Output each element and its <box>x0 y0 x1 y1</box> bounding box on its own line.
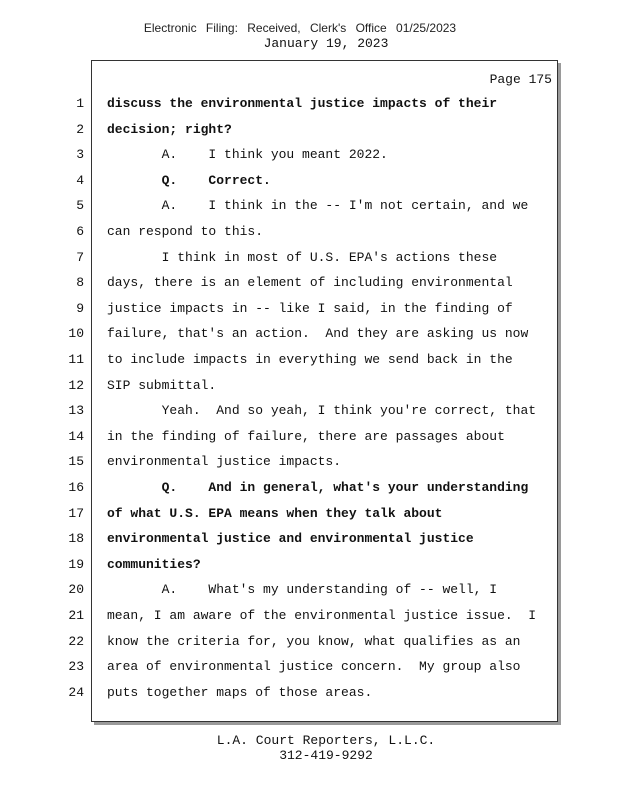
line-number: 1 <box>76 96 84 111</box>
transcript-line: of what U.S. EPA means when they talk about <box>107 506 443 521</box>
transcript-line: Q. Correct. <box>107 173 271 188</box>
transcript-line: discuss the environmental justice impacts of their <box>107 96 498 111</box>
transcript-line: SIP submittal. <box>107 378 217 393</box>
line-number: 23 <box>68 659 84 674</box>
line-number: 12 <box>68 378 84 393</box>
line-number: 20 <box>68 582 84 597</box>
line-number: 11 <box>68 352 84 367</box>
transcript-line: mean, I am aware of the environmental justice issue. I <box>107 608 537 623</box>
transcript-line: justice impacts in -- like I said, in the finding of <box>107 301 513 316</box>
line-number: 7 <box>76 250 84 265</box>
transcript-line: Q. And in general, what's your understanding <box>107 480 529 495</box>
transcript-line: area of environmental justice concern. My group also <box>107 659 521 674</box>
deposition-date: January 19, 2023 <box>263 36 389 51</box>
footer-company: L.A. Court Reporters, L.L.C. <box>216 733 436 748</box>
line-number: 22 <box>68 634 84 649</box>
transcript-line: failure, that's an action. And they are asking us now <box>107 326 529 341</box>
filing-stamp: Electronic Filing: Received, Clerk's Office 01/25/2023 <box>143 21 457 35</box>
line-number: 24 <box>68 685 84 700</box>
line-number: 14 <box>68 429 84 444</box>
line-number: 16 <box>68 480 84 495</box>
footer-phone: 312-419-9292 <box>279 748 373 763</box>
transcript-line: in the finding of failure, there are passages about <box>107 429 505 444</box>
transcript-line: decision; right? <box>107 122 232 137</box>
transcript-line: environmental justice impacts. <box>107 454 342 469</box>
line-number: 8 <box>76 275 84 290</box>
line-number: 4 <box>76 173 84 188</box>
line-number: 9 <box>76 301 84 316</box>
transcript-line: communities? <box>107 557 201 572</box>
line-number: 21 <box>68 608 84 623</box>
transcript-line: days, there is an element of including environmental <box>107 275 513 290</box>
transcript-line: can respond to this. <box>107 224 264 239</box>
transcript-line: A. I think in the -- I'm not certain, and we <box>107 198 529 213</box>
line-number: 13 <box>68 403 84 418</box>
line-number: 17 <box>68 506 84 521</box>
line-number: 19 <box>68 557 84 572</box>
line-number: 18 <box>68 531 84 546</box>
transcript-line: Yeah. And so yeah, I think you're correct, that <box>107 403 537 418</box>
line-number: 5 <box>76 198 84 213</box>
transcript-line: I think in most of U.S. EPA's actions these <box>107 250 498 265</box>
transcript-line: A. I think you meant 2022. <box>107 147 388 162</box>
line-number: 3 <box>76 147 84 162</box>
transcript-line: puts together maps of those areas. <box>107 685 373 700</box>
line-number: 2 <box>76 122 84 137</box>
line-number: 15 <box>68 454 84 469</box>
transcript-line: know the criteria for, you know, what qualifies as an <box>107 634 521 649</box>
transcript-line: A. What's my understanding of -- well, I <box>107 582 498 597</box>
line-number: 6 <box>76 224 84 239</box>
transcript-line: to include impacts in everything we send back in the <box>107 352 513 367</box>
transcript-line: environmental justice and environmental justice <box>107 531 474 546</box>
page-number: Page 175 <box>489 72 552 87</box>
line-number: 10 <box>68 326 84 341</box>
